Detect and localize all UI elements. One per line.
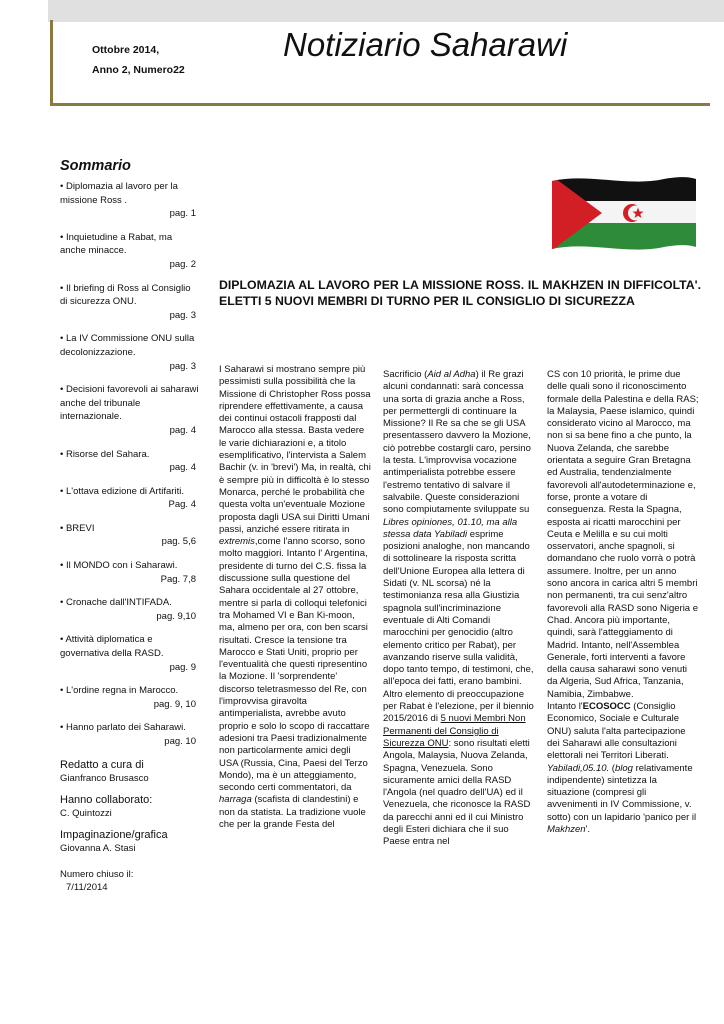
- article-column-1: I Saharawi si mostrano sempre più pessimisti sulla possibilità che la Missione di Christopher Ross possa riprendere effettivamente, a causa dei continui ostacoli frapposti dal Marocco alla stessa. Basta vedere le varie dichiarazioni e, a titolo esemplificativo, l'intervista a Salem Bachir (v. in 'brevi') Ma, in realtà, chi è sempre più in difficoltà è lo stesso Monarca, perché le probabilità che questa volta un'eventuale Mozione proposta dagli USA sui Diritti Umani passi, anziché essere ritirata in extremis,come l'anno scorso, sono molto maggiori. Intanto l' Argentina, presidente di turno del C.S. fissa la discussione sulla questione del Sahara occidentale al 27 ottobre, mentre si parla di colloqui telefonici tra Mohamed VI e Ban Ki-moon, ma, almeno per ora, con ben scarsi risultati. Cresce la tensione tra Marocco e Stati Uniti, proprio per l'eventualità che questi ripresentino la Mozione. Il 'sorprendente' discorso teletrasmesso del Re, con l'improvvisa giravolta antimperialista, avrebbe avuto proprio e solo lo scopo di raccattare adesioni tra Paesi tradizionalmente non particolarmente amici degli USA (Russia, Cina, Paesi del Terzo Mondo), ma è un atteggiamento, secondo certi commentatori, da harraga (scafista di clandestini) e non da statista. La tradizione vuole che per la grande Festa del: [219, 364, 371, 830]
- toc-item[interactable]: • BREVI pag. 5,6: [60, 522, 196, 548]
- toc-item[interactable]: • Decisioni favorevoli ai saharawi anche del tribunale internazionale. pag. 4: [60, 384, 199, 436]
- toc-item[interactable]: • Il briefing di Ross al Consiglio di sicurezza ONU. pag. 3: [60, 282, 196, 321]
- article-column-3: CS con 10 priorità, le prime due delle quali sono il riconoscimento formale della Palestina e della RAS; la Malaysia, Paese islamico, quindi considerato vicino al Marocco, ma non si sa bene fino a che punto, la Nuova Zelanda, che sarebbe orientata a seguire Gran Bretagna ed Australia, tendenzialmente favorevoli all'autodeterminazione e, forse, pronte a votare di conseguenza. Resta la Spagna, esposta ai ricatti marocchini per Ceuta e Melilla e su cui molti osservatori, anche spagnoli, si domandano che ruolo vorrà o potrà assumere. Inoltre, per un anno sono ancora in carica altri 5 membri non permanenti, tra cui senz'altro favorevoli alla RASD sono Nigeria e Chad. Ancora più importante, quindi, sarà l'atteggiamento di Madrid. Intanto, nell'Assemblea Generale, forti interventi a favore della causa saharawi sono venuti da Algeria, Sud Africa, Tanzania, Namibia, Zimbabwe. Intanto l'ECOSOCC (Consiglio Economico, Sociale e Culturale ONU) saluta l'alta partecipazione dei Saharawi alle consultazioni elettorali nei Territori Liberati. Yabiladi,05.10. (blog relativamente indipendente) sintetizza la situazione (compresi gli avvenimenti in IV Commissione, v. sotto) con un lapidario 'panico per il Makhzen'.: [547, 369, 699, 835]
- toc-item[interactable]: • Risorse del Sahara. pag. 4: [60, 448, 196, 474]
- layout-name: Giovanna A. Stasi: [60, 842, 136, 854]
- toc-item[interactable]: • Diplomazia al lavoro per la missione Ross . pag. 1: [60, 181, 196, 220]
- editor-label: Redatto a cura di: [60, 758, 144, 771]
- toc-item[interactable]: • Il MONDO con i Saharawi. Pag. 7,8: [60, 560, 196, 585]
- closing-date-block: [60, 868, 200, 895]
- collaborators-label: Hanno collaborato:: [60, 793, 153, 806]
- closing-label: Numero chiuso il:: [60, 868, 134, 880]
- toc-item[interactable]: • Attività diplomatica e governativa della RASD. pag. 9: [60, 634, 196, 673]
- issue-date: Ottobre 2014,: [92, 44, 160, 56]
- table-of-contents: [60, 180, 200, 749]
- toc-item[interactable]: • L'ordine regna in Marocco. pag. 9, 10: [60, 685, 196, 710]
- article-column-2: Sacrificio (Aid al Adha) il Re grazi alcuni condannati: sarà concessa una sorta di grazia anche a Ross, per permettergli di continuare la Missione? Il Re sa che se gli USA presentassero davvero la Mozione, ciò potrebbe costargli caro, persino la testa. L'improvvisa vocazione antimperialista potrebbe essere l'estremo tentativo di salvare il salvabile. Queste considerazioni sono compiutamente sviluppate su Libres opiniones, 01.10, ma alla stessa data Yabiladi esprime posizioni analoghe, non mancando di sottolineare la risposta scritta dell'Unione Europea alla lettera di Sidati (v. NL scorsa) né la testimonianza resa alla Giustizia spagnola sull'incriminazione eventuale di Alti Comandi marocchini per genocidio (altro elemento critico per Rabat), per avanzando riserve sulla validità, dopo tanto tempo, di testimoni, che, all'epoca dei fatti, erano bambini. Altro elemento di preoccupazione per Rabat è l'elezione, per il biennio 2015/2016 di 5 nuovi Membri Non Permanenti del Consiglio di Sicurezza ONU: sono risultati eletti Angola, Malaysia, Nuova Zelanda, Spagna, Venezuela. Sono sicuramente amici della RASD l'Angola (nel quadro dell'UA) ed il Venezuela, che riconosce la RASD da parecchi anni ed il cui Ministro degli Esteri dichiara che il suo Paese entra nel: [383, 369, 534, 848]
- article-headline: DIPLOMAZIA AL LAVORO PER LA MISSIONE ROSS. IL MAKHZEN IN DIFFICOLTA'. ELETTI 5 NUOVI MEMBRI DI TURNO PER IL CONSIGLIO DI SICUREZZA: [219, 278, 701, 308]
- closing-date: 7/11/2014: [66, 882, 108, 894]
- toc-item[interactable]: • Hanno parlato dei Saharawi. pag. 10: [60, 722, 196, 747]
- newsletter-title: Notiziario Saharawi: [283, 26, 568, 63]
- editor-name: Gianfranco Brusasco: [60, 772, 149, 784]
- security-council-link[interactable]: 5 nuovi Membri Non Permanenti del Consiglio di Sicurezza ONU: [383, 713, 526, 749]
- sahrawi-flag-image: [548, 173, 700, 253]
- layout-label: Impaginazione/grafica: [60, 828, 168, 841]
- toc-heading: Sommario: [60, 158, 131, 174]
- toc-item[interactable]: • L'ottava edizione di Artifariti. Pag. 4: [60, 485, 196, 511]
- sidebar: [60, 158, 200, 895]
- toc-item[interactable]: • Inquietudine a Rabat, ma anche minacce. pag. 2: [60, 231, 196, 270]
- toc-item[interactable]: • Cronache dall'INTIFADA. pag. 9,10: [60, 597, 196, 622]
- top-bar: [48, 0, 724, 22]
- issue-number: Anno 2, Numero22: [92, 64, 185, 76]
- toc-item[interactable]: • La IV Commissione ONU sulla decolonizzazione. pag. 3: [60, 333, 196, 372]
- collaborators-name: C. Quintozzi: [60, 807, 112, 819]
